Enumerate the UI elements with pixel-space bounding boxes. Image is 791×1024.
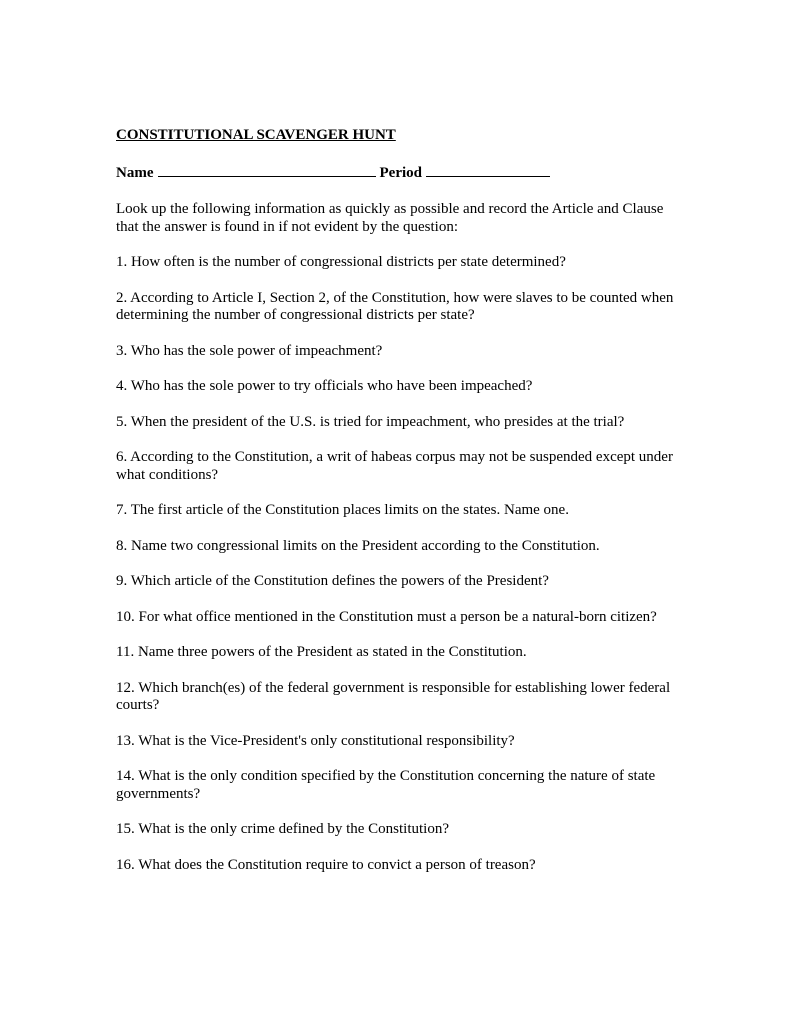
period-field[interactable] (426, 163, 550, 177)
name-field[interactable] (158, 163, 376, 177)
name-label: Name (116, 165, 154, 181)
worksheet-page (116, 127, 676, 874)
page-title: CONSTITUTIONAL SCAVENGER HUNT (116, 127, 396, 143)
instructions: Look up the following information as quickly as possible and record the Article and Clause that the answer is found in if not evident by the question: (116, 201, 664, 235)
question-10: 10. For what office mentioned in the Constitution must a person be a natural-born citizen? (116, 608, 657, 625)
name-period-row (116, 163, 676, 182)
question-1: 1. How often is the number of congressional districts per state determined? (116, 254, 566, 270)
question-3: 3. Who has the sole power of impeachment? (116, 342, 383, 359)
question-12: 12. Which branch(es) of the federal government is responsible for establishing lower federal courts? (116, 679, 671, 713)
question-16: 16. What does the Constitution require to convict a person of treason? (116, 856, 536, 873)
question-14: 14. What is the only condition specified by the Constitution concerning the nature of state governments? (116, 768, 656, 802)
period-label: Period (379, 165, 422, 181)
question-11: 11. Name three powers of the President as stated in the Constitution. (116, 644, 527, 660)
question-13: 13. What is the Vice-President's only constitutional responsibility? (116, 732, 515, 749)
question-9: 9. Which article of the Constitution defines the powers of the President? (116, 573, 549, 589)
question-2: 2. According to Article I, Section 2, of the Constitution, how were slaves to be counted when determining the number of congressional districts per state? (116, 289, 674, 323)
question-15: 15. What is the only crime defined by the Constitution? (116, 821, 449, 837)
question-7: 7. The first article of the Constitution places limits on the states. Name one. (116, 502, 569, 518)
question-6: 6. According to the Constitution, a writ of habeas corpus may not be suspended except under what conditions? (116, 449, 673, 483)
question-5: 5. When the president of the U.S. is tried for impeachment, who presides at the trial? (116, 413, 625, 430)
question-4: 4. Who has the sole power to try officials who have been impeached? (116, 378, 533, 394)
question-8: 8. Name two congressional limits on the President according to the Constitution. (116, 537, 600, 554)
